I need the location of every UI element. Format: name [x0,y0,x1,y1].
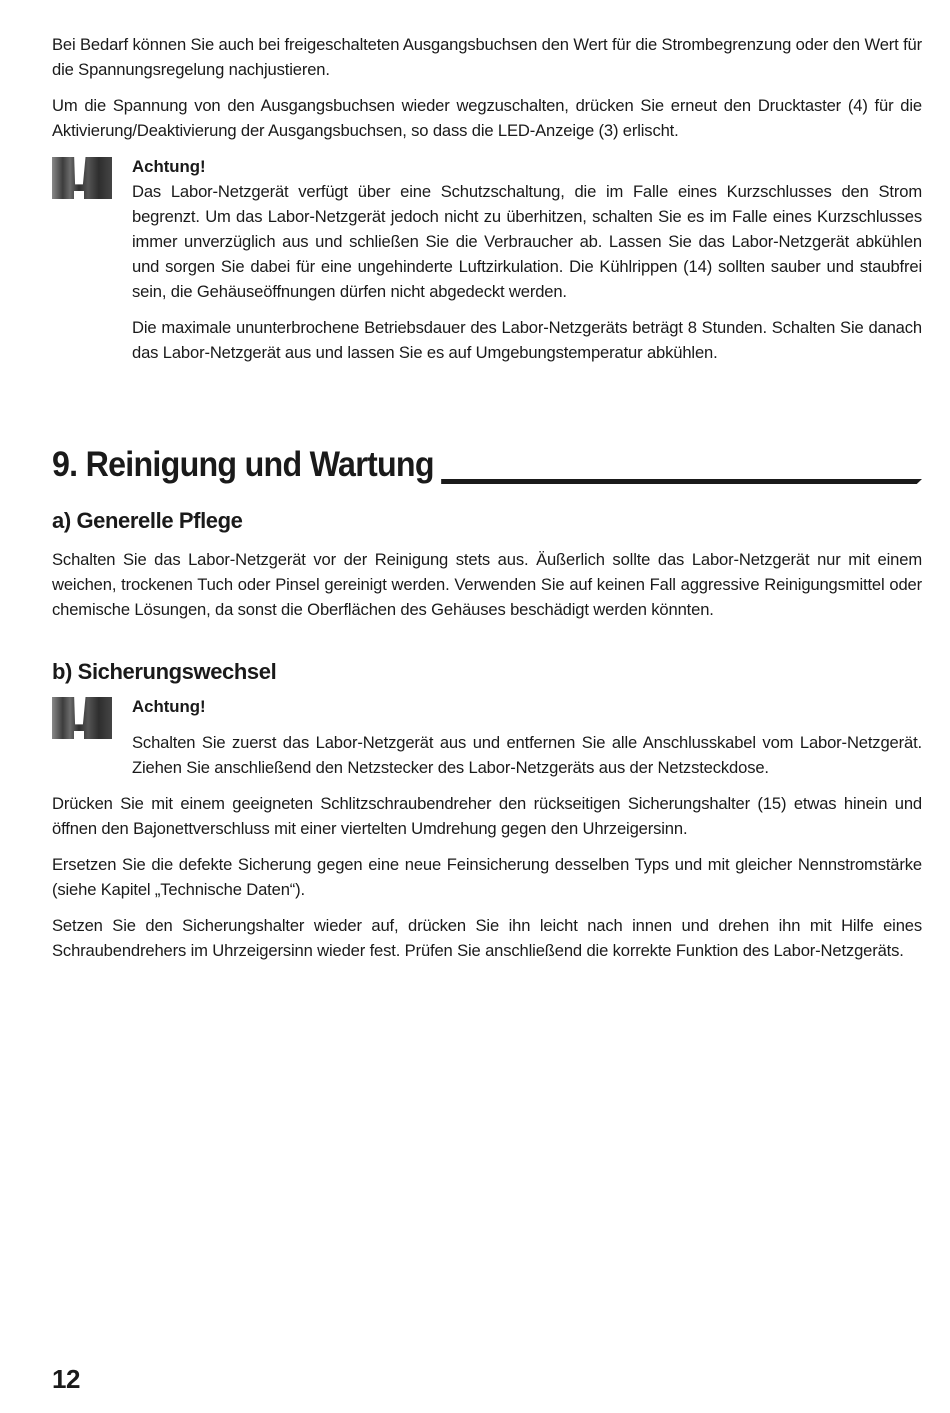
page-content [52,32,922,974]
warning-paragraph-2: Die maximale ununterbrochene Betriebsdauer des Labor-Netzgeräts beträgt 8 Stunden. Schalten Sie danach das Labor-Netzgerät aus und lassen Sie es auf Umgebungstemperatur abkühlen. [132,318,922,362]
warning-notice-protection [52,154,922,365]
fuse-paragraph-2: Ersetzen Sie die defekte Sicherung gegen eine neue Feinsicherung desselben Typs und mit gleicher Nennstromstärke (siehe Kapitel „Technische Daten“). [52,855,922,899]
intro-paragraph-1: Bei Bedarf können Sie auch bei freigeschalteten Ausgangsbuchsen den Wert für die Strombegrenzung oder den Wert für die Spannungsregelung nachjustieren. [52,35,922,79]
warning-exclamation-icon [52,697,112,739]
general-care-paragraph: Schalten Sie das Labor-Netzgerät vor der Reinigung stets aus. Äußerlich sollte das Labor-Netzgerät nur mit einem weichen, trockenen Tuch oder Pinsel gereinigt werden. Verwenden Sie auf keinen Fall aggressive Reinigungsmittel oder chemische Lösungen, da sonst die Oberflächen des Gehäuses beschädigt werden könnten. [52,550,922,619]
fuse-warning-paragraph: Schalten Sie zuerst das Labor-Netzgerät aus und entfernen Sie alle Anschlusskabel vom Labor-Netzgerät. Ziehen Sie anschließend den Netzstecker des Labor-Netzgeräts aus der Netzsteckdose. [132,733,922,777]
warning-notice-fuse [52,694,922,780]
fuse-paragraph-1: Drücken Sie mit einem geeigneten Schlitzschraubendreher den rückseitigen Sicherungshalter (15) etwas hinein und öffnen den Bajonettverschluss mit einer viertelten Umdrehung gegen den Uhrzeigersinn. [52,794,922,838]
warning-exclamation-icon [52,157,112,199]
section-heading [52,443,922,493]
warning-title: Achtung! [132,157,206,176]
page-number: 12 [52,1364,80,1394]
intro-paragraph-2: Um die Spannung von den Ausgangsbuchsen wieder wegzuschalten, drücken Sie erneut den Drucktaster (4) für die Aktivierung/Deaktivierung der Ausgangsbuchsen, so dass die LED-Anzeige (3) erlischt. [52,96,922,140]
section-title: 9. Reinigung und Wartung [52,443,441,487]
subsection-title-general-care: a) Generelle Pflege [52,508,243,533]
warning-paragraph-1: Das Labor-Netzgerät verfügt über eine Schutzschaltung, die im Falle eines Kurzschlusses den Strom begrenzt. Um das Labor-Netzgerät jedoch nicht zu überhitzen, schalten Sie es im Falle eines Kurzschlusses immer unverzüglich aus und schließen Sie die Verbraucher ab. Lassen Sie das Labor-Netzgerät abkühlen und sorgen Sie dabei für eine ungehinderte Luftzirkulation. Die Kühlrippen (14) sollten sauber und staubfrei sein, die Gehäuseöffnungen dürfen nicht abgedeckt werden. [132,182,922,301]
fuse-paragraph-3: Setzen Sie den Sicherungshalter wieder auf, drücken Sie ihn leicht nach innen und drehen ihn mit Hilfe eines Schraubendrehers im Uhrzeigersinn wieder fest. Prüfen Sie anschließend die korrekte Funktion des Labor-Netzgeräts. [52,916,922,960]
warning-title: Achtung! [132,697,206,716]
subsection-title-fuse-replacement: b) Sicherungswechsel [52,659,277,684]
